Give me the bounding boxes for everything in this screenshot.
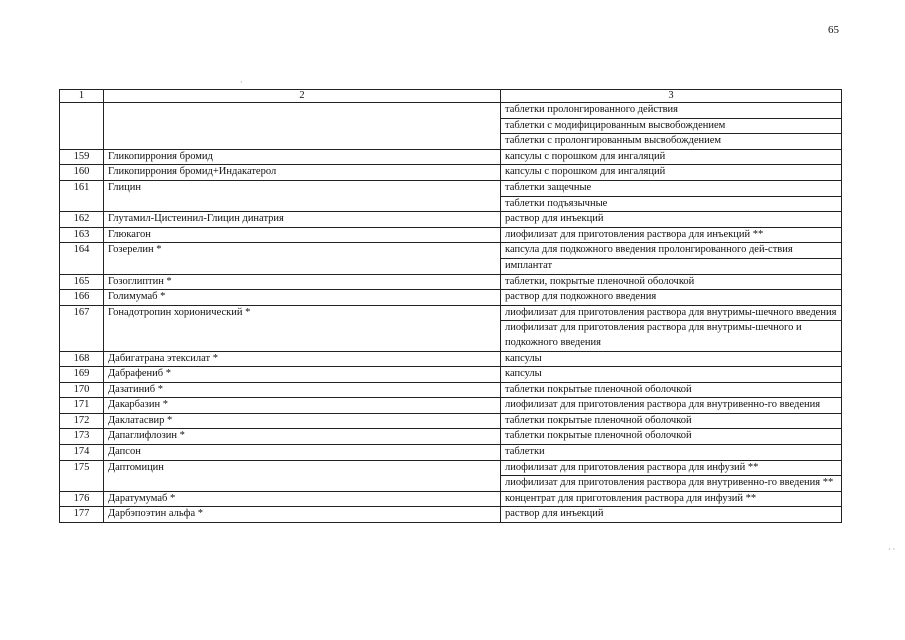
- dosage-form: капсулы: [501, 367, 842, 383]
- dosage-form: таблетки защечные: [501, 180, 842, 196]
- dosage-form: таблетки пролонгированного действия: [501, 103, 842, 119]
- row-number: 165: [60, 274, 104, 290]
- dosage-form: концентрат для приготовления раствора для инфузий **: [501, 491, 842, 507]
- drug-name: Дабигатрана этексилат *: [104, 351, 501, 367]
- row-number: 163: [60, 227, 104, 243]
- row-number: 162: [60, 212, 104, 228]
- column-header-3: 3: [501, 90, 842, 103]
- table-row: [60, 382, 842, 398]
- drug-name: Гонадотропин хорионический *: [104, 305, 501, 351]
- table-row: [60, 180, 842, 196]
- row-number: 173: [60, 429, 104, 445]
- table-row: [60, 149, 842, 165]
- drug-name: Дазатиниб *: [104, 382, 501, 398]
- dosage-form: имплантат: [501, 258, 842, 274]
- drug-table: [59, 89, 842, 523]
- scan-artifact: · ·: [888, 545, 896, 554]
- drug-name: Дабрафениб *: [104, 367, 501, 383]
- dosage-form: таблетки: [501, 445, 842, 461]
- row-number: 174: [60, 445, 104, 461]
- dosage-form: раствор для инъекций: [501, 212, 842, 228]
- drug-name: Дакарбазин *: [104, 398, 501, 414]
- dosage-form: раствор для инъекций: [501, 507, 842, 523]
- drug-name: Дапаглифлозин *: [104, 429, 501, 445]
- drug-name: Дарбэпоэтин альфа *: [104, 507, 501, 523]
- table-row: [60, 351, 842, 367]
- table-header-row: [60, 90, 842, 103]
- dosage-form: таблетки с модифицированным высвобождением: [501, 118, 842, 134]
- dosage-form: капсулы с порошком для ингаляций: [501, 149, 842, 165]
- table-row: [60, 429, 842, 445]
- dosage-form: таблетки подъязычные: [501, 196, 842, 212]
- table-body: [60, 103, 842, 523]
- table-row: [60, 491, 842, 507]
- table-row: [60, 367, 842, 383]
- drug-name: Голимумаб *: [104, 290, 501, 306]
- drug-name: Глицин: [104, 180, 501, 211]
- row-number: 170: [60, 382, 104, 398]
- dosage-form: таблетки покрытые пленочной оболочкой: [501, 429, 842, 445]
- drug-name: Дапсон: [104, 445, 501, 461]
- table-row: [60, 398, 842, 414]
- drug-name: Гозерелин *: [104, 243, 501, 274]
- dosage-form: лиофилизат для приготовления раствора для внутривенно-го введения: [501, 398, 842, 414]
- table-row: [60, 243, 842, 259]
- row-number: 176: [60, 491, 104, 507]
- dosage-form: таблетки покрытые пленочной оболочкой: [501, 413, 842, 429]
- row-number: 159: [60, 149, 104, 165]
- drug-name: Даптомицин: [104, 460, 501, 491]
- drug-name: Гликопиррония бромид+Индакатерол: [104, 165, 501, 181]
- row-number: 168: [60, 351, 104, 367]
- row-number: 160: [60, 165, 104, 181]
- drug-name: Даклатасвир *: [104, 413, 501, 429]
- row-number: 166: [60, 290, 104, 306]
- dosage-form: таблетки, покрытые пленочной оболочкой: [501, 274, 842, 290]
- dosage-form: таблетки с пролонгированным высвобождением: [501, 134, 842, 150]
- dosage-form: раствор для подкожного введения: [501, 290, 842, 306]
- dosage-form: лиофилизат для приготовления раствора для внутривенно-го введения **: [501, 476, 842, 492]
- dosage-form: капсула для подкожного введения пролонгированного дей-ствия: [501, 243, 842, 259]
- row-number: 167: [60, 305, 104, 351]
- table-row: [60, 507, 842, 523]
- column-header-2: 2: [104, 90, 501, 103]
- drug-name: [104, 103, 501, 150]
- dosage-form: лиофилизат для приготовления раствора для внутримы-шечного и подкожного введения: [501, 321, 842, 351]
- row-number: 175: [60, 460, 104, 491]
- table-row: [60, 445, 842, 461]
- drug-name: Глутамил-Цистеинил-Глицин динатрия: [104, 212, 501, 228]
- table-row: [60, 165, 842, 181]
- drug-name: Гликопиррония бромид: [104, 149, 501, 165]
- table-row: [60, 305, 842, 321]
- row-number: [60, 103, 104, 150]
- scan-artifact: ·: [240, 78, 243, 87]
- dosage-form: лиофилизат для приготовления раствора для инфузий **: [501, 460, 842, 476]
- dosage-form: капсулы с порошком для ингаляций: [501, 165, 842, 181]
- column-header-1: 1: [60, 90, 104, 103]
- row-number: 177: [60, 507, 104, 523]
- row-number: 164: [60, 243, 104, 274]
- drug-name: Глюкагон: [104, 227, 501, 243]
- table-row: [60, 103, 842, 119]
- table-row: [60, 212, 842, 228]
- table-row: [60, 274, 842, 290]
- table-row: [60, 290, 842, 306]
- row-number: 172: [60, 413, 104, 429]
- table-row: [60, 413, 842, 429]
- page-number: 65: [828, 24, 839, 36]
- dosage-form: капсулы: [501, 351, 842, 367]
- dosage-form: лиофилизат для приготовления раствора для внутримы-шечного введения: [501, 305, 842, 321]
- dosage-form: лиофилизат для приготовления раствора для инъекций **: [501, 227, 842, 243]
- dosage-form: таблетки покрытые пленочной оболочкой: [501, 382, 842, 398]
- row-number: 171: [60, 398, 104, 414]
- table-row: [60, 227, 842, 243]
- row-number: 161: [60, 180, 104, 211]
- drug-name: Гозоглиптин *: [104, 274, 501, 290]
- table-row: [60, 460, 842, 476]
- row-number: 169: [60, 367, 104, 383]
- drug-name: Даратумумаб *: [104, 491, 501, 507]
